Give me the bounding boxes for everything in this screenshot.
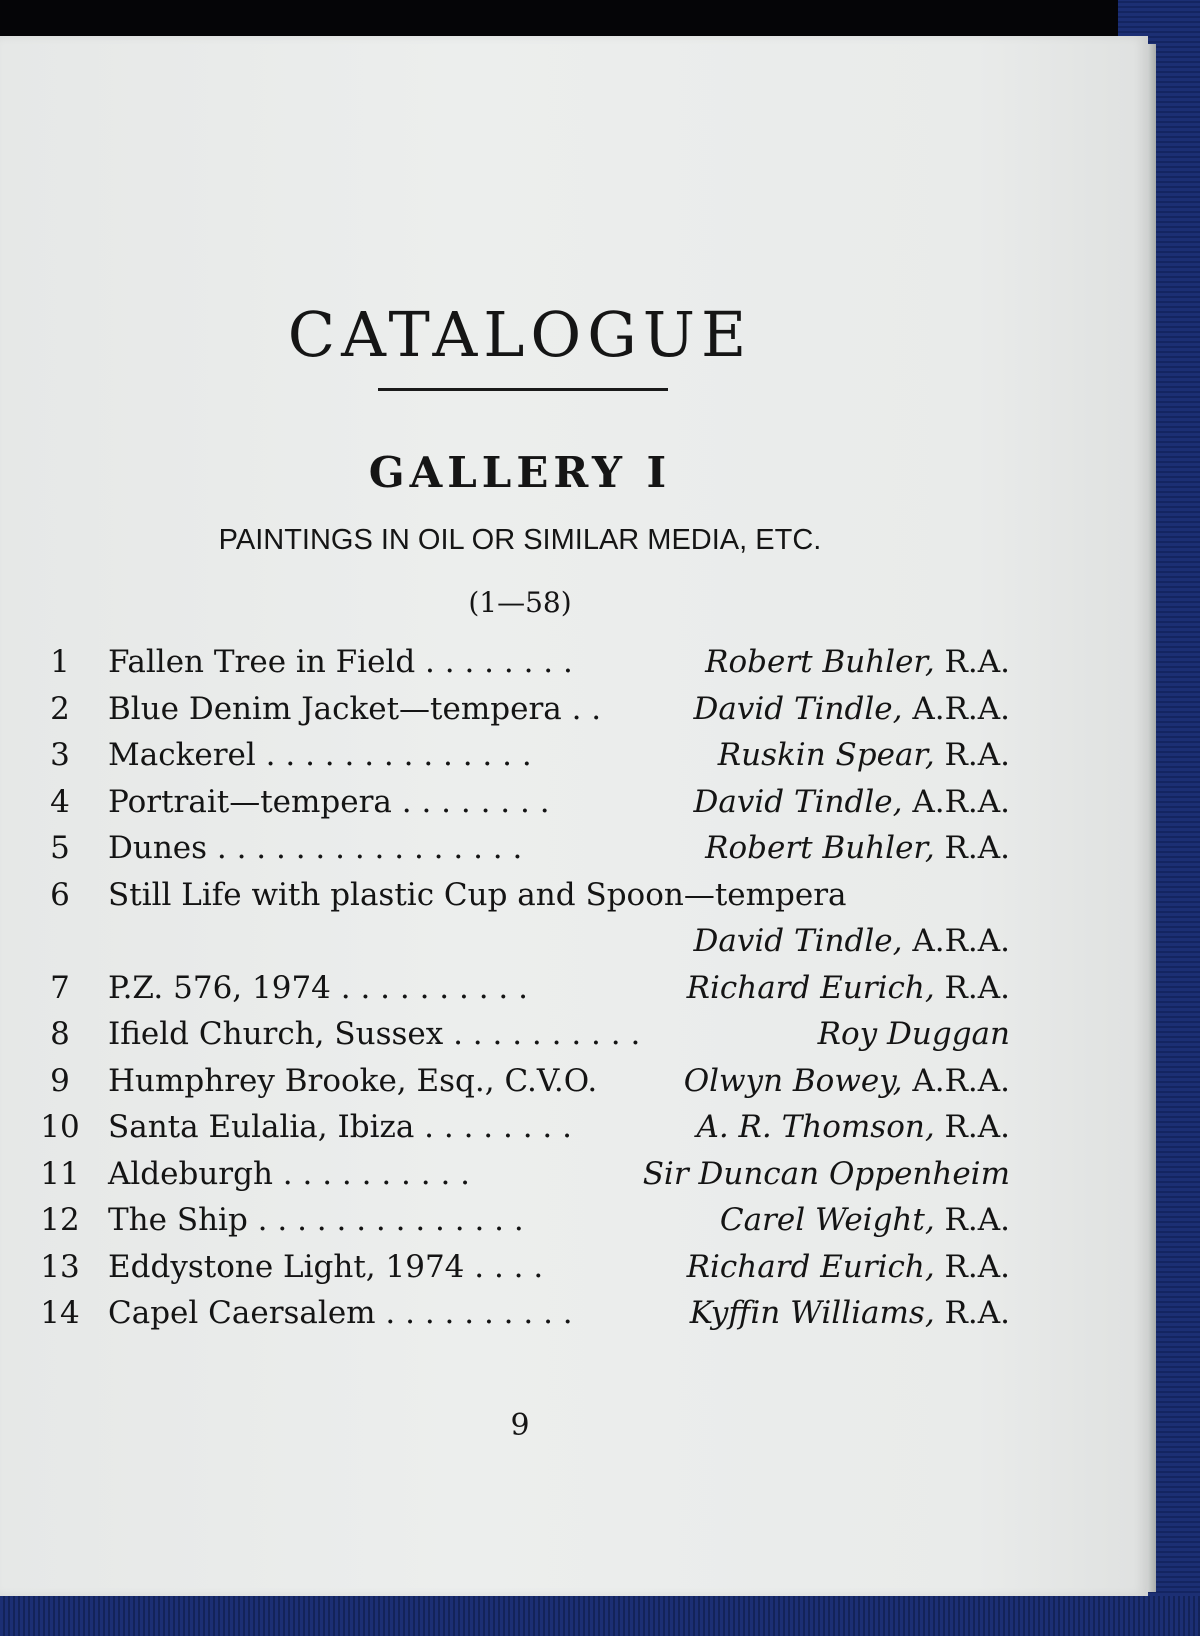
artist-honours: R.A. [934, 644, 1010, 680]
catalogue-entry [0, 691, 1148, 739]
artist-name: Robert Buhler, [705, 830, 935, 866]
entry-artist [687, 970, 1010, 1006]
entry-title: Ifield Church, Sussex . . . . . . . . . . [108, 1016, 641, 1052]
title-rule [378, 388, 668, 391]
entry-number: 2 [50, 690, 70, 727]
entry-artist [693, 784, 1010, 820]
entry-title: Dunes . . . . . . . . . . . . . . . . [108, 830, 523, 866]
entry-title: Eddystone Light, 1974 . . . . [108, 1248, 544, 1285]
entry-number: 6 [50, 876, 70, 913]
entry-number: 1 [50, 644, 70, 680]
artist-honours: A.R.A. [902, 690, 1010, 727]
artist-honours: R.A. [934, 1248, 1010, 1285]
artist-name: Olwyn Bowey, [683, 1062, 903, 1099]
artist-name: Carel Weight, [719, 1202, 935, 1238]
catalogue-entry [0, 1249, 1148, 1297]
artist-name: Sir Duncan Oppenheim [642, 1155, 1010, 1192]
entry-artist [687, 1249, 1010, 1285]
catalogue-entry [0, 970, 1148, 1018]
section-subtitle: PAINTINGS IN OIL OR SIMILAR MEDIA, ETC. [218, 524, 822, 556]
artist-honours: A.R.A. [902, 783, 1010, 820]
artist-name: A. R. Thomson, [696, 1109, 935, 1145]
entry-number: 3 [50, 737, 70, 773]
entry-artist [705, 830, 1010, 866]
artist-honours: R.A. [934, 969, 1010, 1006]
catalogue-entry [0, 1156, 1148, 1204]
artist-name: Richard Eurich, [686, 969, 935, 1006]
page-edge [1148, 44, 1156, 1592]
book-cover-bottom [0, 1596, 1200, 1636]
entry-title: Fallen Tree in Field . . . . . . . . [108, 644, 573, 680]
artist-honours: R.A. [934, 1109, 1010, 1145]
artist-honours: R.A. [934, 830, 1010, 866]
catalogue-entry [0, 644, 1148, 692]
entry-title: Capel Caersalem . . . . . . . . . . [108, 1295, 573, 1331]
artist-name: David Tindle, [693, 783, 903, 820]
catalogue-entry [0, 877, 1148, 925]
entry-artist [693, 923, 1010, 959]
entry-number: 11 [40, 1155, 80, 1192]
entry-number: 13 [40, 1248, 80, 1285]
entry-title: Aldeburgh . . . . . . . . . . [108, 1155, 471, 1192]
artist-honours: A.R.A. [902, 923, 1010, 959]
entry-number: 8 [50, 1016, 70, 1052]
entry-title: Mackerel . . . . . . . . . . . . . . [108, 737, 532, 773]
artist-honours: R.A. [934, 1202, 1010, 1238]
entry-title: The Ship . . . . . . . . . . . . . . [108, 1202, 524, 1238]
entry-number: 14 [40, 1295, 80, 1331]
entry-number: 5 [50, 830, 70, 866]
artist-name: Roy Duggan [817, 1016, 1010, 1052]
artist-name: David Tindle, [693, 923, 903, 959]
catalogue-entry [0, 923, 1148, 971]
entry-artist [718, 737, 1010, 773]
gallery-heading: GALLERY I [368, 448, 672, 497]
catalogue-entry [0, 1109, 1148, 1157]
entry-artist [705, 644, 1010, 680]
catalogue-range: (1—58) [468, 586, 572, 619]
entry-artist [696, 1109, 1010, 1145]
entry-artist [720, 1202, 1010, 1238]
entry-number: 12 [40, 1202, 80, 1238]
entry-number: 7 [50, 969, 70, 1006]
artist-name: Richard Eurich, [686, 1248, 935, 1285]
page-title: CATALOGUE [287, 297, 753, 371]
catalogue-entry [0, 737, 1148, 785]
page-number: 9 [510, 1408, 530, 1443]
catalogue-entry [0, 830, 1148, 878]
artist-honours: A.R.A. [902, 1062, 1010, 1099]
artist-name: Ruskin Spear, [717, 737, 935, 773]
entry-number: 9 [50, 1062, 70, 1099]
catalogue-entry [0, 1016, 1148, 1064]
catalogue-entry [0, 1295, 1148, 1343]
entry-title: Blue Denim Jacket—tempera . . [108, 690, 602, 727]
entry-number: 10 [40, 1109, 80, 1145]
artist-honours: R.A. [934, 737, 1010, 773]
catalogue-entry [0, 1202, 1148, 1250]
artist-name: Robert Buhler, [705, 644, 935, 680]
entry-artist [690, 1295, 1010, 1331]
entry-title: P.Z. 576, 1974 . . . . . . . . . . [108, 969, 528, 1006]
artist-honours: R.A. [934, 1295, 1010, 1331]
entry-number: 4 [50, 783, 70, 820]
entry-artist [684, 1063, 1010, 1099]
artist-name: Kyffin Williams, [689, 1295, 935, 1331]
entry-artist [818, 1016, 1010, 1052]
entry-title: Portrait—tempera . . . . . . . . [108, 783, 550, 820]
entry-title: Humphrey Brooke, Esq., C.V.O. [108, 1062, 598, 1099]
entry-title: Santa Eulalia, Ibiza . . . . . . . . [108, 1109, 572, 1145]
artist-name: David Tindle, [693, 690, 903, 727]
entry-artist [693, 691, 1010, 727]
entry-title: Still Life with plastic Cup and Spoon—tempera [108, 876, 847, 913]
catalogue-entry [0, 1063, 1148, 1111]
entry-artist [643, 1156, 1010, 1192]
catalogue-entry [0, 784, 1148, 832]
